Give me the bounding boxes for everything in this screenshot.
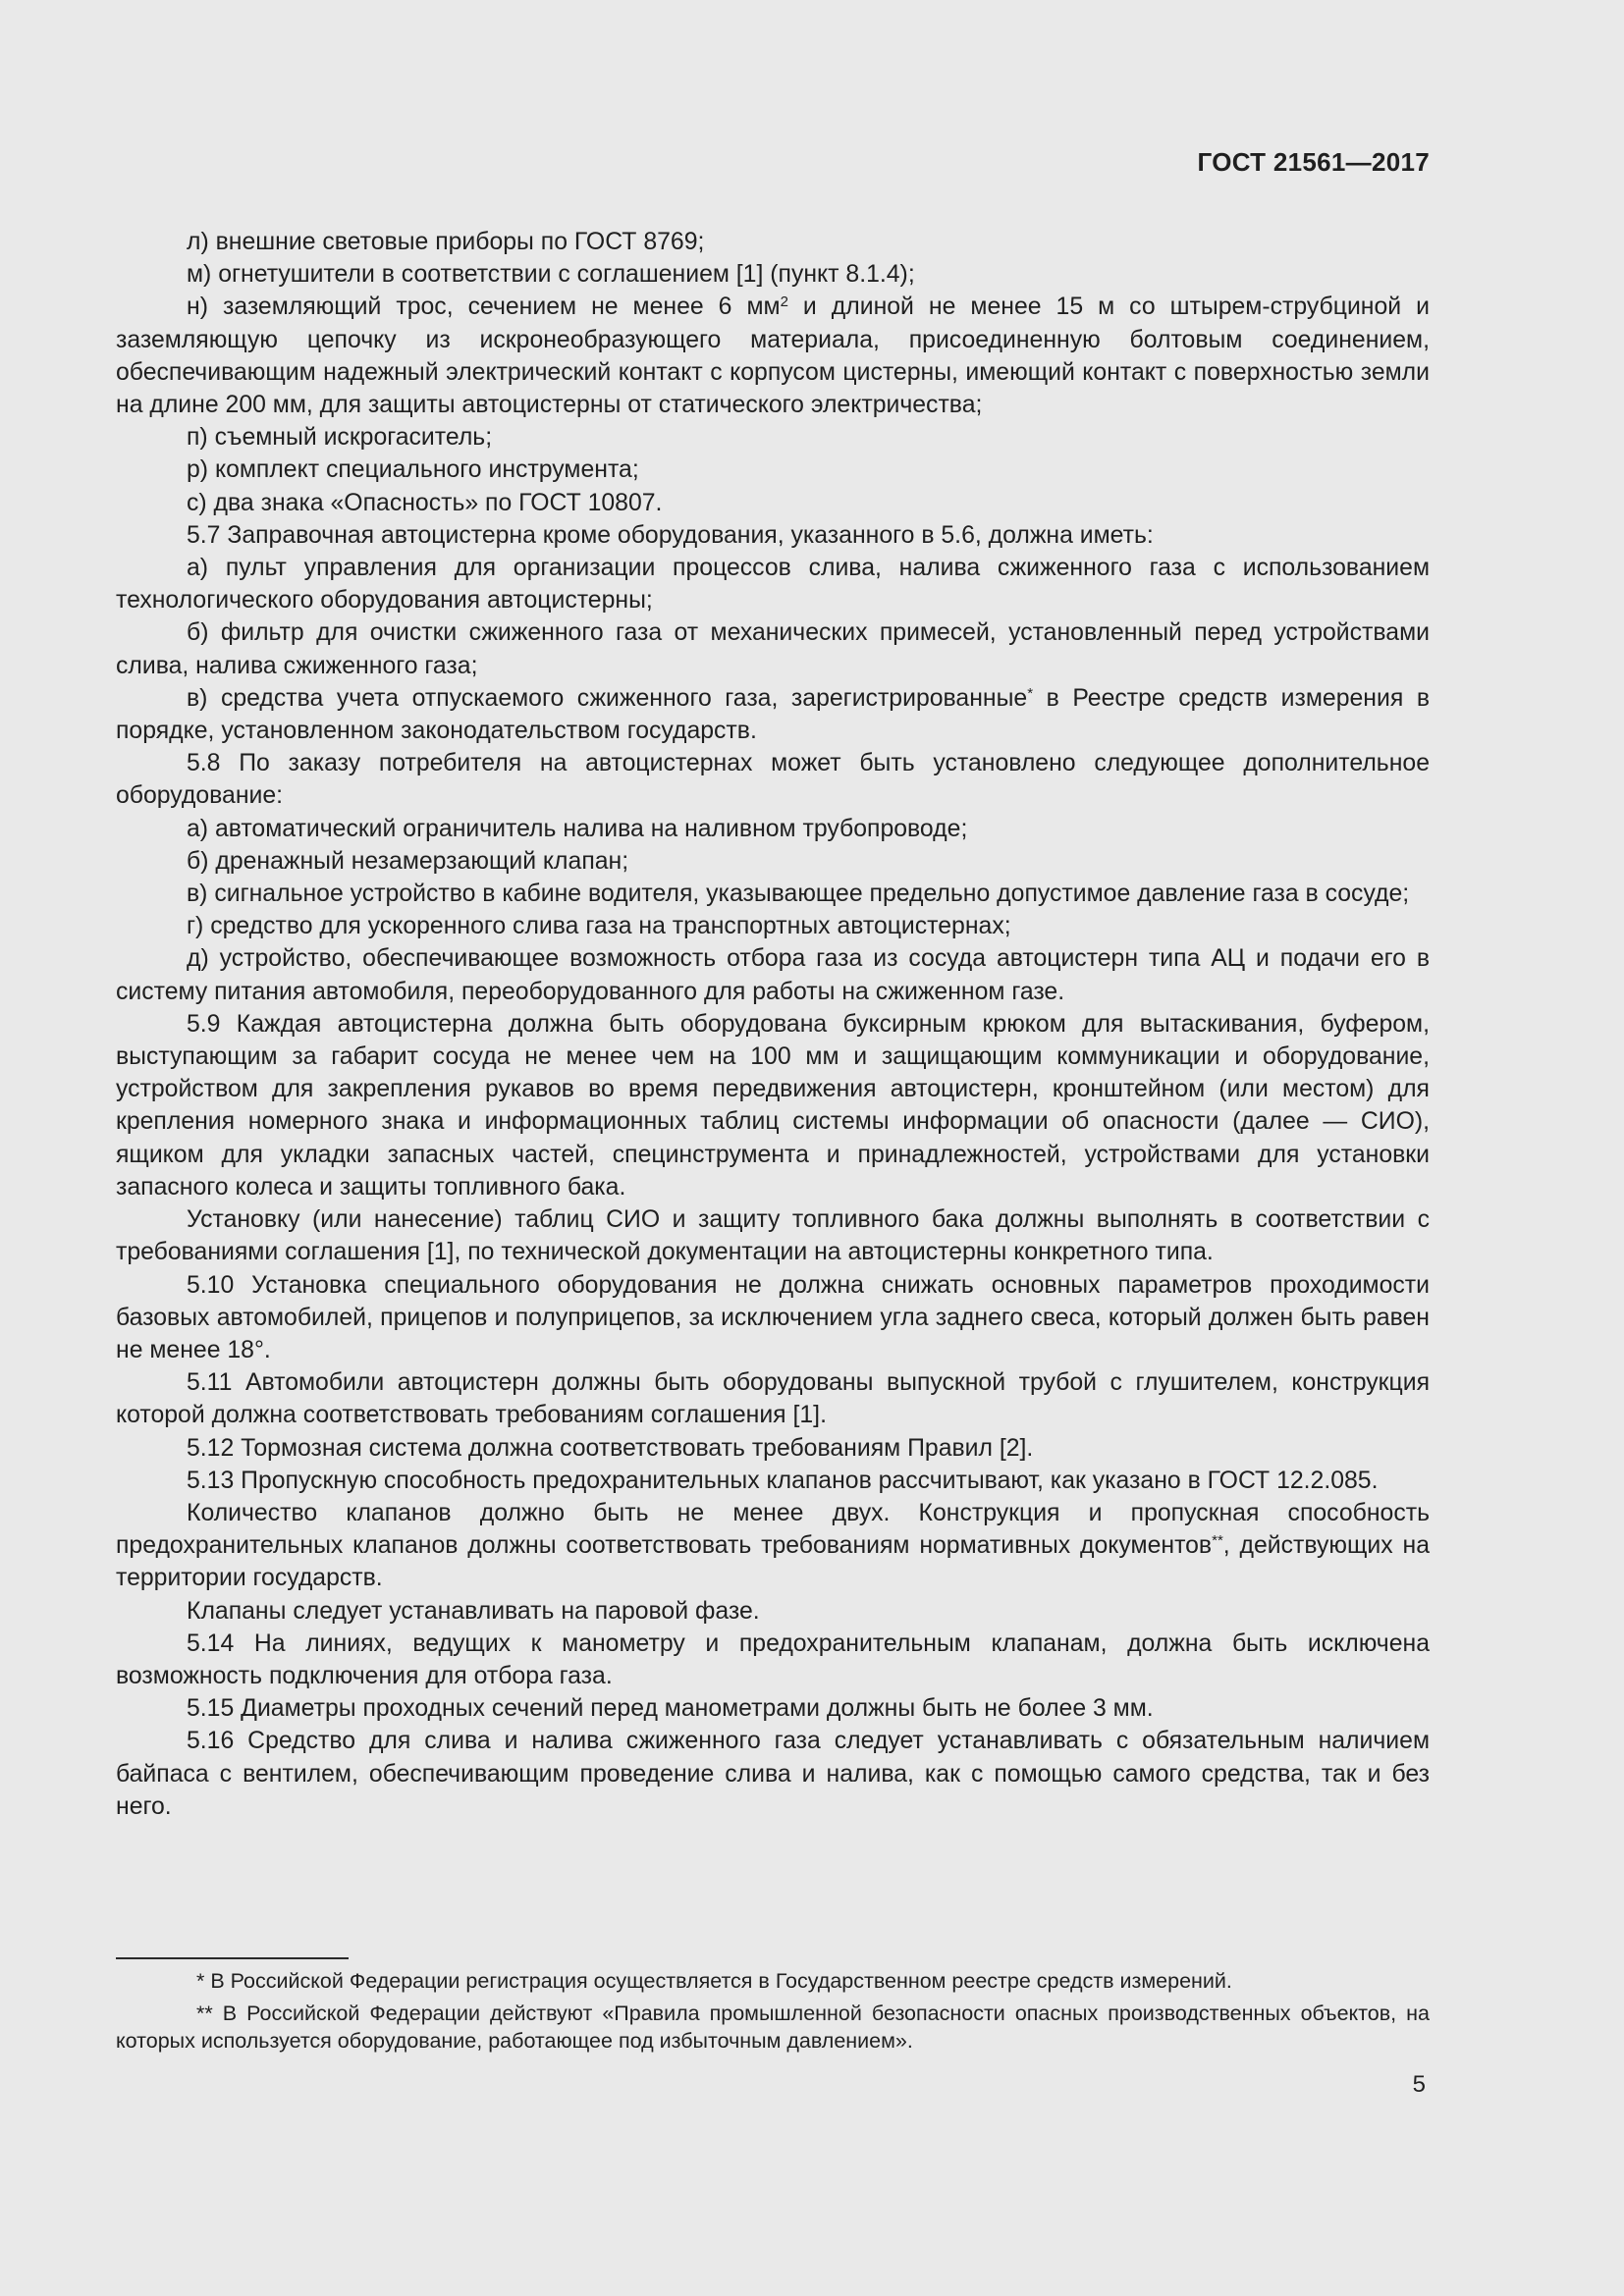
- footnote-item: ** В Российской Федерации действуют «Правила промышленной безопасности опасных производственных объектов, на которых используется оборудование, работающее под избыточным давлением».: [116, 2001, 1430, 2053]
- body-paragraph: [116, 813, 1430, 845]
- body-paragraph: [116, 291, 1430, 421]
- body-text: 5.9 Каждая автоцистерна должна быть оборудована буксирным крюком для вытаскивания, буфером, выступающим за габарит сосуда не менее чем на 100 мм и защищающим коммуникации и оборудование, устройством для закрепления рукавов во время передвижения автоцистерн, кронштейном (или местом) для крепления номерного знака и информационных таблиц системы информации об опасности (далее — СИО), ящиком для укладки запасных частей, специнструмента и принадлежностей, устройствами для установки запасного колеса и защиты топливного бака.: [116, 1010, 1430, 1201]
- footnotes: [116, 1967, 1430, 2059]
- body-paragraph: [116, 487, 1430, 519]
- body-paragraph: [116, 845, 1430, 878]
- body-paragraph: [116, 1595, 1430, 1628]
- body-paragraph: [116, 1465, 1430, 1497]
- body-paragraph: [116, 910, 1430, 942]
- body-paragraph: [116, 1269, 1430, 1367]
- body-paragraph: [116, 1008, 1430, 1203]
- body-paragraph: [116, 1432, 1430, 1465]
- body-text: л) внешние световые приборы по ГОСТ 8769;: [187, 229, 705, 255]
- footnote-item: * В Российской Федерации регистрация осуществляется в Государственном реестре средств измерений.: [196, 1969, 1232, 1993]
- page-number: 5: [1412, 2071, 1426, 2098]
- body-text: б) фильтр для очистки сжиженного газа от механических примесей, установленный перед устройствами слива, налива сжиженного газа;: [116, 619, 1430, 679]
- body-paragraph: [116, 519, 1430, 552]
- body-paragraph: [116, 258, 1430, 291]
- body-text: 5.7 Заправочная автоцистерна кроме оборудования, указанного в 5.6, должна иметь:: [187, 521, 1154, 549]
- body-text: 5.14 На линиях, ведущих к манометру и предохранительным клапанам, должна быть исключена возможность подключения для отбора газа.: [116, 1629, 1430, 1689]
- footnote-marker: **: [1212, 1531, 1223, 1549]
- body-paragraph: [116, 421, 1430, 454]
- body-paragraph: [116, 552, 1430, 616]
- body-text: а) автоматический ограничитель налива на наливном трубопроводе;: [187, 815, 968, 842]
- body-paragraph: [116, 226, 1430, 258]
- document-code-header: ГОСТ 21561—2017: [1197, 147, 1430, 177]
- body-text: с) два знака «Опасность» по ГОСТ 10807.: [187, 489, 663, 516]
- body-paragraph: [116, 1725, 1430, 1823]
- body-text-continued: , действующих на территории государств.: [116, 1532, 1430, 1592]
- body-text: м) огнетушители в соответствии с соглашением [1] (пункт 8.1.4);: [187, 261, 915, 289]
- body-paragraph: [116, 616, 1430, 681]
- body-text-continued: и длиной не менее 15 м со штырем-струбциной и заземляющую цепочку из искронеобразующего материала, присоединенную болтовым соединением, обеспечивающим надежный электрический контакт с корпусом цистерны, имеющий контакт с поверхностью земли на длине 200 мм, для защиты автоцистерны от статического электричества;: [116, 294, 1430, 419]
- footnote-divider: [116, 1957, 349, 1959]
- body-text: Установку (или нанесение) таблиц СИО и защиту топливного бака должны выполнять в соответствии с требованиями соглашения [1], по технической документации на автоцистерны конкретного типа.: [116, 1206, 1430, 1266]
- body-text: п) съемный искрогаситель;: [187, 424, 493, 452]
- body-text: н) заземляющий трос, сечением не менее 6 мм: [187, 294, 781, 321]
- body-text: Клапаны следует устанавливать на паровой фазе.: [187, 1597, 760, 1625]
- body-text: в) средства учета отпускаемого сжиженного газа, зарегистрированные: [187, 684, 1028, 712]
- footnote-marker: *: [1027, 684, 1034, 702]
- main-text: [116, 226, 1430, 1823]
- body-paragraph: [116, 747, 1430, 812]
- body-text: Количество клапанов должно быть не менее двух. Конструкция и пропускная способность предохранительных клапанов должны соответствовать требованиям нормативных документов: [116, 1499, 1430, 1560]
- body-text: б) дренажный незамерзающий клапан;: [187, 847, 629, 875]
- body-paragraph: [116, 878, 1430, 910]
- body-paragraph: [116, 1692, 1430, 1725]
- body-paragraph: [116, 942, 1430, 1007]
- body-paragraph: [116, 682, 1430, 747]
- body-text: г) средство для ускоренного слива газа на транспортных автоцистернах;: [187, 913, 1011, 940]
- body-paragraph: [116, 1497, 1430, 1595]
- body-paragraph: [116, 1628, 1430, 1692]
- body-text: 5.13 Пропускную способность предохранительных клапанов рассчитывают, как указано в ГОСТ 12.2.085.: [187, 1467, 1379, 1494]
- body-paragraph: [116, 1203, 1430, 1268]
- body-text: 5.10 Установка специального оборудования не должна снижать основных параметров проходимости базовых автомобилей, прицепов и полуприцепов, за исключением угла заднего свеса, который должен быть равен не менее 18°.: [116, 1271, 1430, 1363]
- body-paragraph: [116, 1366, 1430, 1431]
- footnote-marker: 2: [780, 294, 788, 311]
- body-text: д) устройство, обеспечивающее возможность отбора газа из сосуда автоцистерн типа АЦ и подачи его в систему питания автомобиля, переоборудованного для работы на сжиженном газе.: [116, 945, 1430, 1005]
- body-paragraph: [116, 454, 1430, 486]
- body-text: 5.11 Автомобили автоцистерн должны быть оборудованы выпускной трубой с глушителем, конструкция которой должна соответствовать требованиям соглашения [1].: [116, 1369, 1430, 1429]
- body-text: а) пульт управления для организации процессов слива, налива сжиженного газа с использованием технологического оборудования автоцистерны;: [116, 555, 1430, 614]
- body-text: 5.8 По заказу потребителя на автоцистернах может быть установлено следующее дополнительное оборудование:: [116, 750, 1430, 810]
- body-text: р) комплект специального инструмента;: [187, 456, 639, 484]
- body-text: 5.16 Средство для слива и налива сжиженного газа следует устанавливать с обязательным наличием байпаса с вентилем, обеспечивающим проведение слива и налива, как с помощью самого средства, так и без него.: [116, 1728, 1430, 1820]
- body-text: 5.12 Тормозная система должна соответствовать требованиям Правил [2].: [187, 1434, 1034, 1462]
- body-text: 5.15 Диаметры проходных сечений перед манометрами должны быть не более 3 мм.: [187, 1695, 1154, 1723]
- body-text: в) сигнальное устройство в кабине водителя, указывающее предельно допустимое давление газа в сосуде;: [187, 881, 1410, 908]
- body-text-continued: в Реестре средств измерения в порядке, установленном законодательством государств.: [116, 684, 1430, 745]
